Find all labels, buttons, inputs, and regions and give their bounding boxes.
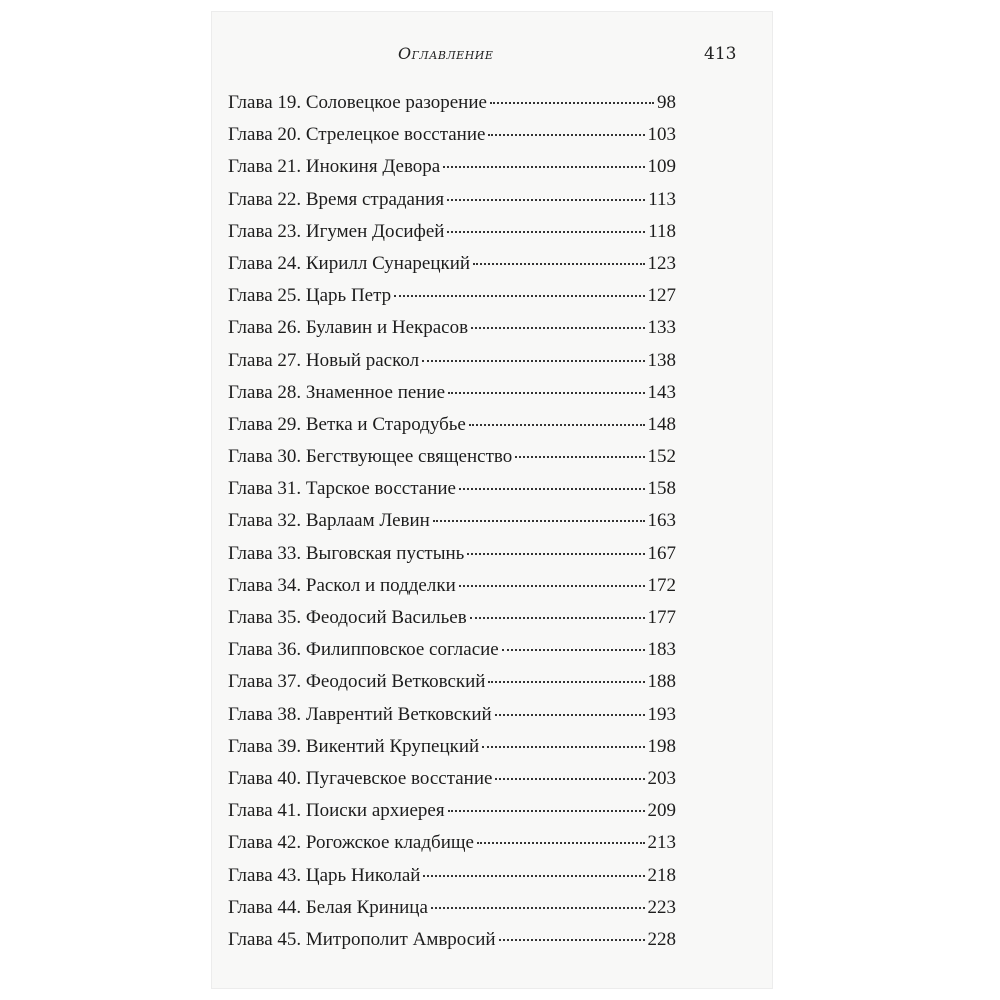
toc-entry-title: Глава 23. Игумен Досифей [228,220,445,242]
dot-leader [470,617,645,619]
toc-entry [228,639,676,671]
toc-entry-page: 172 [647,574,676,596]
toc-entry [228,124,676,156]
toc-entry [228,317,676,349]
toc-entry-title: Глава 28. Знаменное пение [228,381,446,403]
table-of-contents [228,92,676,961]
toc-entry-page: 193 [647,703,676,725]
toc-entry-page: 167 [647,542,676,564]
toc-entry [228,736,676,768]
dot-leader [502,649,645,651]
toc-entry-title: Глава 45. Митрополит Амвросий [228,928,496,950]
dot-leader [495,778,644,780]
toc-entry-title: Глава 37. Феодосий Ветковский [228,671,486,693]
dot-leader [469,424,645,426]
toc-entry-page: 123 [647,252,676,274]
toc-entry-title: Глава 24. Кирилл Сунарецкий [228,252,471,274]
toc-entry [228,768,676,800]
toc-entry-page: 148 [647,413,676,435]
toc-entry-page: 188 [647,671,676,693]
toc-entry [228,832,676,864]
toc-entry-page: 103 [647,124,676,146]
toc-entry-page: 163 [647,510,676,532]
toc-entry-title: Глава 20. Стрелецкое восстание [228,124,486,146]
toc-entry [228,382,676,414]
toc-entry-title: Глава 38. Лаврентий Ветковский [228,703,492,725]
toc-entry-title: Глава 33. Выговская пустынь [228,542,465,564]
toc-entry-title: Глава 39. Викентий Крупецкий [228,735,480,757]
toc-entry-page: 113 [648,188,676,210]
dot-leader [488,134,644,136]
toc-entry-title: Глава 41. Поиски архиерея [228,800,445,822]
toc-entry [228,704,676,736]
toc-entry-title: Глава 40. Пугачевское восстание [228,767,493,789]
toc-entry-page: 138 [647,349,676,371]
toc-entry-page: 98 [657,92,676,113]
running-title: Оглавление [398,44,494,63]
dot-leader [473,263,644,265]
toc-entry [228,929,676,961]
toc-entry-page: 118 [648,220,676,242]
toc-entry-title: Глава 34. Раскол и подделки [228,574,456,596]
toc-entry-page: 223 [647,896,676,918]
toc-entry-title: Глава 19. Соловецкое разорение [228,92,487,113]
dot-leader [499,939,645,941]
toc-entry-page: 177 [647,607,676,628]
toc-entry [228,575,676,607]
toc-entry-title: Глава 42. Рогожское кладбище [228,832,474,854]
dot-leader [459,585,645,587]
toc-entry-title: Глава 29. Ветка и Стародубье [228,413,466,435]
dot-leader [490,102,654,104]
dot-leader [488,681,644,683]
toc-entry-title: Глава 43. Царь Николай [228,864,421,886]
toc-entry [228,671,676,703]
toc-entry [228,221,676,253]
dot-leader [447,199,645,201]
toc-entry [228,156,676,188]
toc-entry-page: 198 [647,735,676,757]
toc-entry-title: Глава 25. Царь Петр [228,285,392,307]
toc-entry-title: Глава 35. Феодосий Васильев [228,607,467,628]
toc-entry-page: 213 [647,832,676,854]
toc-entry [228,510,676,542]
toc-entry-title: Глава 31. Тарское восстание [228,478,456,500]
dot-leader [447,231,645,233]
toc-entry [228,897,676,929]
toc-entry [228,253,676,285]
toc-entry-page: 152 [647,446,676,468]
dot-leader [467,553,644,555]
toc-entry-page: 158 [647,478,676,500]
dot-leader [431,907,645,909]
toc-entry-title: Глава 36. Филипповское согласие [228,639,499,661]
toc-entry-title: Глава 44. Белая Криница [228,896,428,918]
dot-leader [477,842,645,844]
toc-entry-title: Глава 21. Инокиня Девора [228,156,441,178]
dot-leader [495,714,645,716]
toc-entry [228,800,676,832]
toc-entry-page: 218 [647,864,676,886]
toc-entry [228,478,676,510]
toc-entry [228,865,676,897]
dot-leader [422,360,644,362]
toc-entry-title: Глава 30. Бегствующее священство [228,446,513,468]
toc-entry-page: 109 [647,156,676,178]
toc-entry [228,414,676,446]
toc-entry [228,543,676,575]
toc-entry [228,189,676,221]
toc-entry [228,446,676,478]
toc-entry-page: 127 [647,285,676,307]
dot-leader [443,166,644,168]
toc-entry [228,92,676,124]
dot-leader [471,327,644,329]
toc-entry-title: Глава 32. Варлаам Левин [228,510,430,532]
dot-leader [448,392,644,394]
toc-entry [228,607,676,639]
toc-entry-page: 228 [647,928,676,950]
toc-entry-title: Глава 27. Новый раскол [228,349,420,371]
dot-leader [423,875,644,877]
dot-leader [482,746,644,748]
dot-leader [459,488,645,490]
toc-entry [228,285,676,317]
toc-entry-page: 209 [647,800,676,822]
toc-entry-page: 143 [647,381,676,403]
toc-entry-page: 133 [647,317,676,339]
toc-entry-page: 203 [647,767,676,789]
toc-entry [228,350,676,382]
toc-entry-title: Глава 26. Булавин и Некрасов [228,317,469,339]
dot-leader [448,810,645,812]
dot-leader [394,295,644,297]
dot-leader [433,520,645,522]
toc-entry-title: Глава 22. Время страдания [228,188,445,210]
toc-entry-page: 183 [647,639,676,661]
page-number: 413 [704,44,737,64]
dot-leader [515,456,644,458]
